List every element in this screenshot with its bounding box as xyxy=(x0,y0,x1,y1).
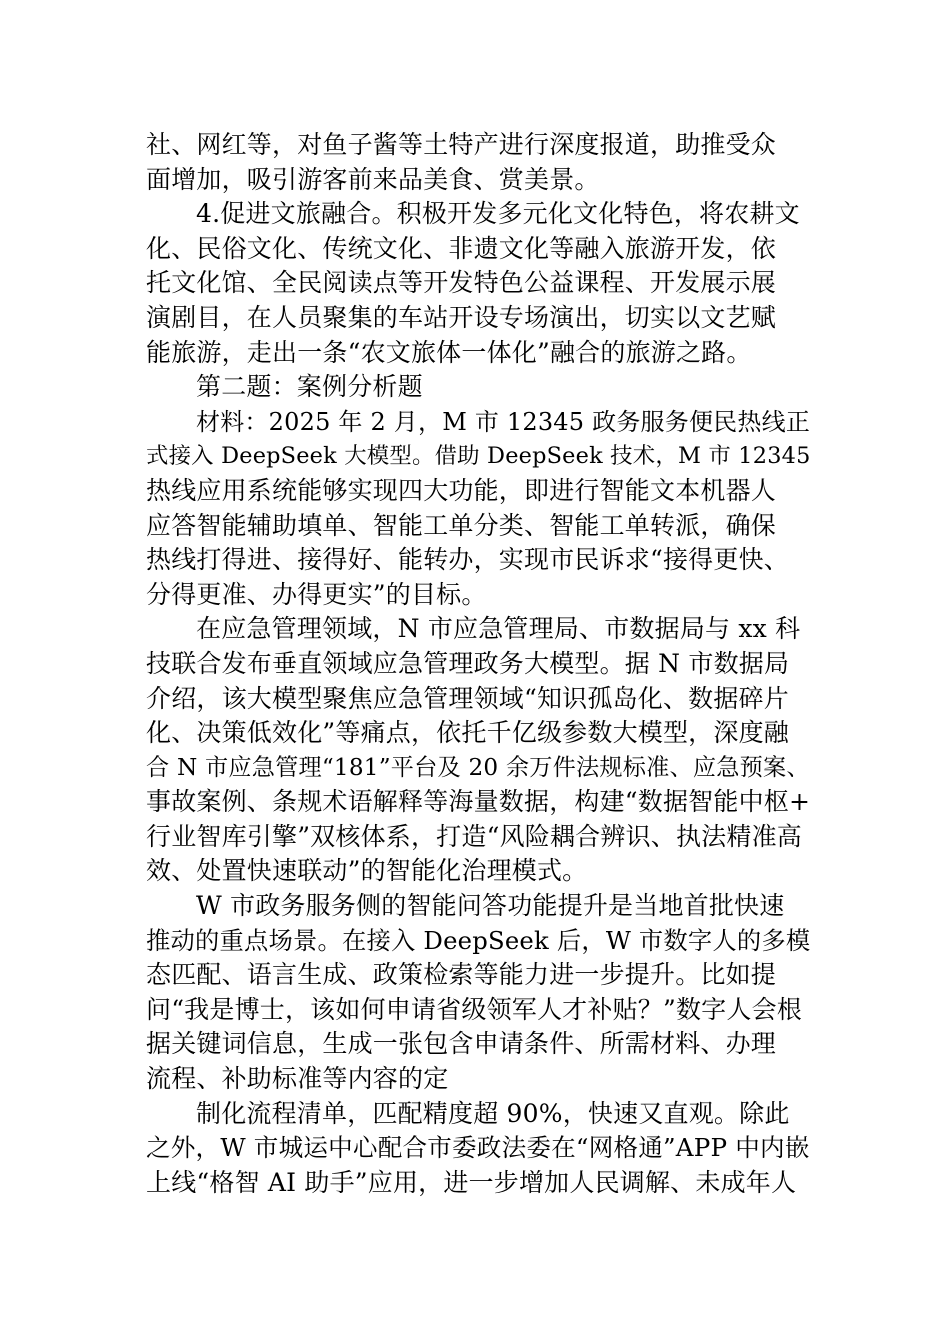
text-line: 4.促进文旅融合。积极开发多元化文化特色，将农耕文 xyxy=(196,199,800,229)
text-line: 能旅游，走出一条“农文旅体一体化”融合的旅游之路。 xyxy=(146,337,752,367)
text-line: 社、网红等，对鱼子酱等土特产进行深度报道，助推受众 xyxy=(146,130,777,159)
text-line: 行业智库引擎”双核体系，打造“风险耦合辨识、执法精准高 xyxy=(146,821,802,851)
text-line: 制化流程清单，匹配精度超 90%，快速又直观。除此 xyxy=(196,1098,790,1128)
text-line: 介绍，该大模型聚焦应急管理领域“知识孤岛化、数据碎片 xyxy=(146,683,789,713)
text-line: 应答智能辅助填单、智能工单分类、智能工单转派，确保 xyxy=(146,510,777,540)
text-line: 问“我是博士，该如何申请省级领军人才补贴？”数字人会根 xyxy=(146,994,802,1024)
text-line: 分得更准、办得更实”的目标。 xyxy=(146,579,487,609)
text-line: 热线应用系统能够实现四大功能，即进行智能文本机器人 xyxy=(146,475,777,505)
text-line: 面增加，吸引游客前来品美食、赏美景。 xyxy=(146,164,600,194)
text-line: 效、处置快速联动”的智能化治理模式。 xyxy=(146,856,588,886)
text-line: W 市政务服务侧的智能问答功能提升是当地首批快速 xyxy=(196,891,785,921)
text-line: 材料：2025 年 2 月，M 市 12345 政务服务便民热线正 xyxy=(196,407,811,436)
text-line: 热线打得进、接得好、能转办，实现市民诉求“接得更快、 xyxy=(146,545,789,575)
text-line: 合 N 市应急管理“181”平台及 20 余万件法规标准、应急预案、 xyxy=(146,753,810,781)
text-line: 第二题：案例分析题 xyxy=(196,372,423,402)
text-line: 化、决策低效化”等痛点，依托千亿级参数大模型，深度融 xyxy=(146,718,789,748)
text-line: 式接入 DeepSeek 大模型。借助 DeepSeek 技术，M 市 12345 xyxy=(146,443,811,470)
text-line: 之外，W 市城运中心配合市委政法委在“网格通”APP 中内嵌 xyxy=(146,1133,810,1163)
text-line: 上线“格智 AI 助手”应用，进一步增加人民调解、未成年人 xyxy=(146,1167,797,1197)
text-line: 在应急管理领域，N 市应急管理局、市数据局与 xx 科 xyxy=(196,614,801,644)
document-body xyxy=(146,128,810,1200)
text-line: 事故案例、条规术语解释等海量数据，构建“数据智能中枢+ xyxy=(146,787,811,817)
text-line: 演剧目，在人员聚集的车站开设专场演出，切实以文艺赋 xyxy=(146,302,777,332)
text-line: 技联合发布垂直领域应急管理政务大模型。据 N 市数据局 xyxy=(146,648,790,678)
text-line: 推动的重点场景。在接入 DeepSeek 后，W 市数字人的多模 xyxy=(146,925,811,955)
text-line: 化、民俗文化、传统文化、非遗文化等融入旅游开发，依 xyxy=(146,233,777,263)
text-line: 态匹配、语言生成、政策检索等能力进一步提升。比如提 xyxy=(146,960,777,990)
text-line: 流程、补助标准等内容的定 xyxy=(146,1064,449,1094)
text-line: 据关键词信息，生成一张包含申请条件、所需材料、办理 xyxy=(146,1029,777,1059)
text-line: 托文化馆、全民阅读点等开发特色公益课程、开发展示展 xyxy=(146,268,777,298)
